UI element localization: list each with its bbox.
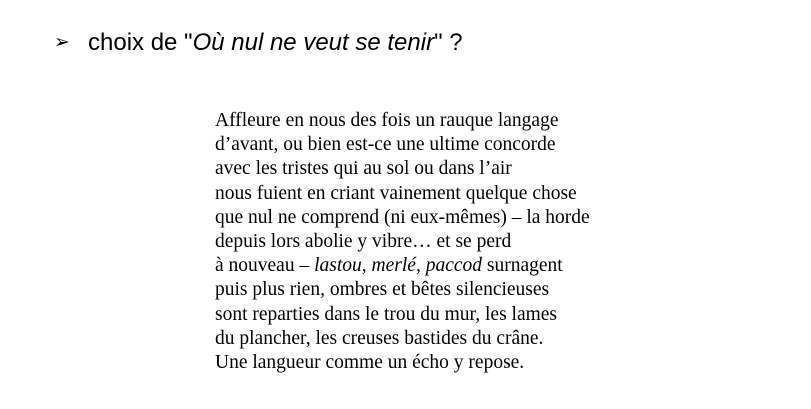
poem-line-with-italics <box>215 254 590 278</box>
poem-line: du plancher, les creuses bastides du crâne. <box>215 327 544 349</box>
heading-suffix: " ? <box>434 29 463 56</box>
poem-line: que nul ne comprend (ni eux-mêmes) – la horde <box>215 206 590 228</box>
poem-word-lastou: lastou <box>314 255 362 277</box>
heading-prefix: choix de " <box>88 29 193 56</box>
poem-line: avec les tristes qui au sol ou dans l’air <box>215 158 512 180</box>
poem-word-merle: merlé <box>371 255 416 277</box>
poem-line7-start: à nouveau – <box>215 255 315 277</box>
poem-separator: , <box>415 255 426 277</box>
arrow-bullet-icon: ➢ <box>54 32 70 53</box>
heading-poem-title: Où nul ne veut se tenir <box>192 29 435 56</box>
slide-heading <box>54 26 463 60</box>
poem-line: depuis lors abolie y vibre… et se perd <box>215 231 512 253</box>
poem-line: Une langueur comme un écho y repose. <box>215 352 525 374</box>
poem-line7-end: surnagent <box>482 255 563 277</box>
poem-separator: , <box>361 255 372 277</box>
poem-line: puis plus rien, ombres et bêtes silencieuses <box>215 279 550 301</box>
poem-line: sont reparties dans le trou du mur, les lames <box>215 303 558 325</box>
poem-word-paccod: paccod <box>425 255 482 277</box>
poem-line: nous fuient en criant vainement quelque chose <box>215 182 577 204</box>
poem-text <box>215 109 590 375</box>
poem-line: Affleure en nous des fois un rauque langage <box>215 110 559 131</box>
poem-line: d’avant, ou bien est-ce une ultime concorde <box>215 134 556 156</box>
